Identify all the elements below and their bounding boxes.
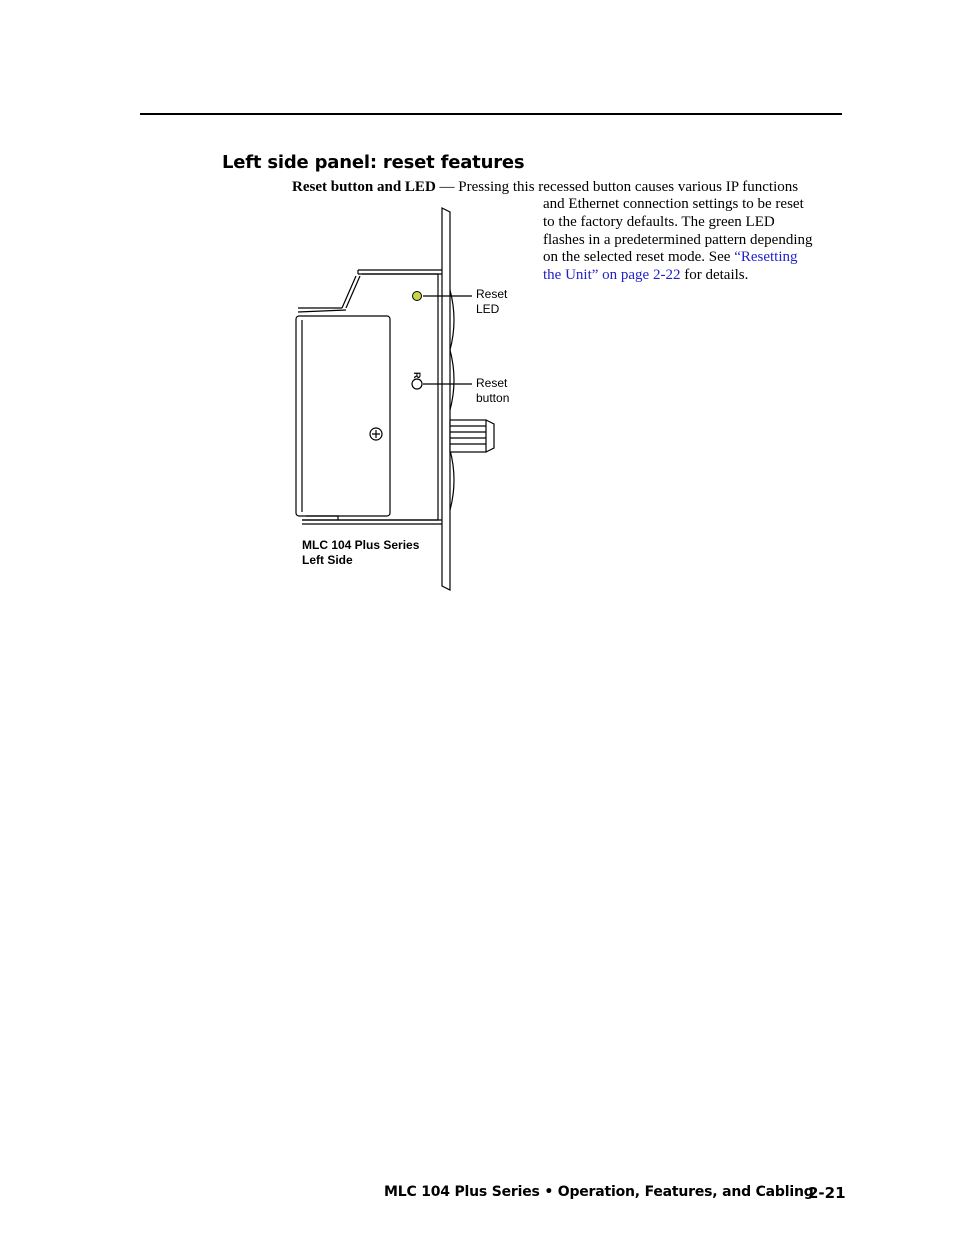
figure-caption-line2: Left Side [302, 553, 353, 567]
callout-reset-led [476, 287, 507, 317]
reset-entry-body [543, 196, 843, 285]
body-line-3: flashes in a predetermined pattern depending [543, 231, 813, 248]
side-cover [296, 316, 390, 516]
body-line-2: to the factory defaults. The green LED [543, 213, 775, 230]
reset-button-icon [412, 379, 422, 389]
reset-led-icon [413, 292, 422, 301]
body-line-4-text: on the selected reset mode. See [543, 249, 735, 266]
connector-knob [450, 420, 486, 452]
bracket-bend [298, 276, 360, 312]
body-line-4 [543, 249, 843, 267]
callout-reset-button-line1: Reset [476, 376, 508, 390]
bottom-bracket [302, 516, 442, 524]
body-line-5 [543, 267, 843, 285]
reset-entry-term: Reset button and LED [292, 179, 436, 195]
top-bracket [358, 270, 442, 274]
callout-reset-button-line2: button [476, 391, 510, 405]
faceplate [442, 208, 450, 590]
panel-marking-r: R [412, 372, 422, 379]
figure-caption [302, 538, 419, 568]
header-rule [140, 113, 842, 115]
reset-entry-lead [292, 178, 852, 196]
reset-entry-lead-text: — Pressing this recessed button causes various IP functions [435, 179, 799, 195]
section-heading: Left side panel: reset features [222, 152, 525, 173]
page-number: 2-21 [808, 1184, 846, 1202]
figure-caption-line1: MLC 104 Plus Series [302, 538, 420, 552]
callout-reset-led-line2: LED [476, 302, 500, 316]
xref-resetting-link-part1[interactable]: “Resetting [734, 249, 798, 266]
body-line-5-tail: for details. [680, 267, 749, 284]
body-line-1: and Ethernet connection settings to be reset [543, 196, 804, 212]
callout-reset-button [476, 376, 509, 406]
footer-title: MLC 104 Plus Series • Operation, Features, and Cabling [384, 1184, 814, 1200]
xref-resetting-link-part2[interactable]: the Unit” on page 2-22 [543, 267, 681, 284]
callout-reset-led-line1: Reset [476, 287, 508, 301]
